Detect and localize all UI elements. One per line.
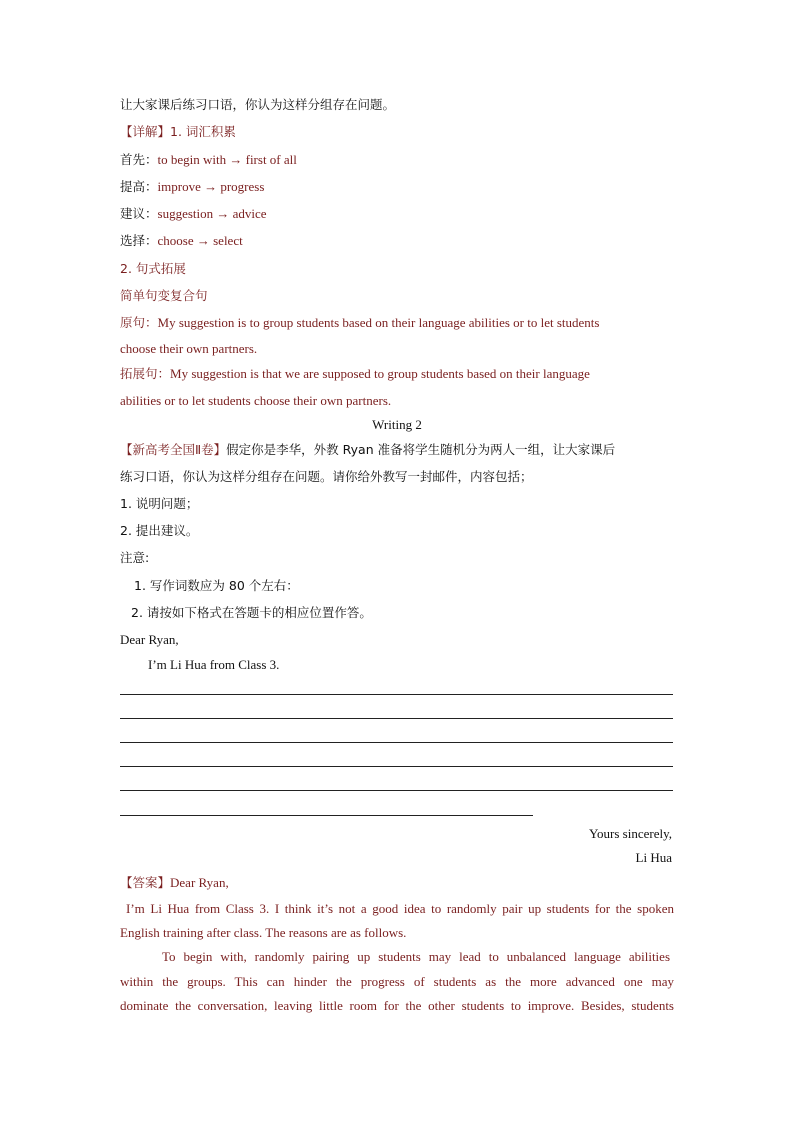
answer-line [120, 718, 673, 719]
vocab-label: 建议： [120, 206, 158, 221]
vocab-item [120, 205, 267, 223]
original-text: My suggestion is to group students based on their language abilities or to let students [157, 315, 600, 330]
note-item: 1. 写作词数应为 80 个左右： [134, 578, 299, 593]
task-point: 1. 说明问题； [120, 496, 199, 511]
answer-line [120, 815, 533, 816]
expanded-sentence-line1 [120, 365, 590, 383]
answer-line [120, 766, 673, 767]
prompt-line1 [120, 441, 615, 459]
original-sentence-line2: choose their own partners. [120, 341, 258, 356]
expanded-sentence-line2: abilities or to let students choose their own partners. [120, 393, 392, 408]
detail-tag: 【详解】 [120, 124, 171, 139]
expanded-label: 拓展句： [120, 366, 171, 381]
vocab-label: 提高： [120, 179, 158, 194]
prompt-line2: 练习口语，你认为这样分组存在问题。请你给外教写一封邮件，内容包括； [120, 469, 533, 484]
vocab-title: 1. 词汇积累 [170, 124, 236, 139]
detail-vocab-heading [120, 123, 236, 141]
prompt-text: 假定你是李华，外教 Ryan 准备将学生随机分为两人一组，让大家课后 [226, 442, 616, 457]
answer-line [120, 790, 673, 791]
answer-line4: within the groups. This can hinder the progress of students as the more advanced one may [120, 974, 674, 989]
letter-signature: Li Hua [635, 850, 672, 865]
answer-line1: I’m Li Hua from Class 3. I think it’s not a good idea to randomly pair up students for the spoken [126, 901, 674, 916]
letter-closing: Yours sincerely, [588, 826, 672, 841]
vocab-value: improve → progress [157, 179, 265, 194]
sentence-title: 2. 句式拓展 [120, 261, 186, 276]
sentence-subtitle: 简单句变复合句 [120, 288, 208, 303]
note-label: 注意: [120, 550, 150, 565]
answer-line [120, 742, 673, 743]
task-point: 2. 提出建议。 [120, 523, 199, 538]
vocab-item [120, 151, 297, 169]
vocab-value: choose → select [157, 233, 243, 248]
vocab-label: 选择： [120, 233, 158, 248]
original-label: 原句： [120, 315, 158, 330]
vocab-item [120, 178, 264, 196]
vocab-value: suggestion → advice [157, 206, 267, 221]
intro-line: 让大家课后练习口语，你认为这样分组存在问题。 [120, 97, 396, 112]
answer-tag: 【答案】 [120, 875, 171, 890]
source-tag: 【新高考全国Ⅱ卷】 [120, 442, 227, 457]
vocab-item [120, 232, 243, 250]
answer-heading [120, 874, 229, 892]
answer-line5: dominate the conversation, leaving little room for the other students to improve. Besides, students [120, 998, 674, 1013]
answer-line2: English training after class. The reasons are as follows. [120, 925, 407, 940]
expanded-text: My suggestion is that we are supposed to group students based on their language [170, 366, 590, 381]
note-item: 2. 请按如下格式在答题卡的相应位置作答。 [131, 605, 372, 620]
answer-greeting: Dear Ryan, [170, 875, 229, 890]
original-sentence-line1 [120, 314, 599, 332]
writing-heading: Writing 2 [372, 417, 422, 432]
letter-opening: I’m Li Hua from Class 3. [148, 657, 280, 672]
vocab-value: to begin with → first of all [157, 152, 297, 167]
letter-greeting: Dear Ryan, [120, 632, 179, 647]
answer-line3: To begin with, randomly pairing up students may lead to unbalanced language abilities [162, 949, 670, 964]
answer-line [120, 694, 673, 695]
vocab-label: 首先： [120, 152, 158, 167]
